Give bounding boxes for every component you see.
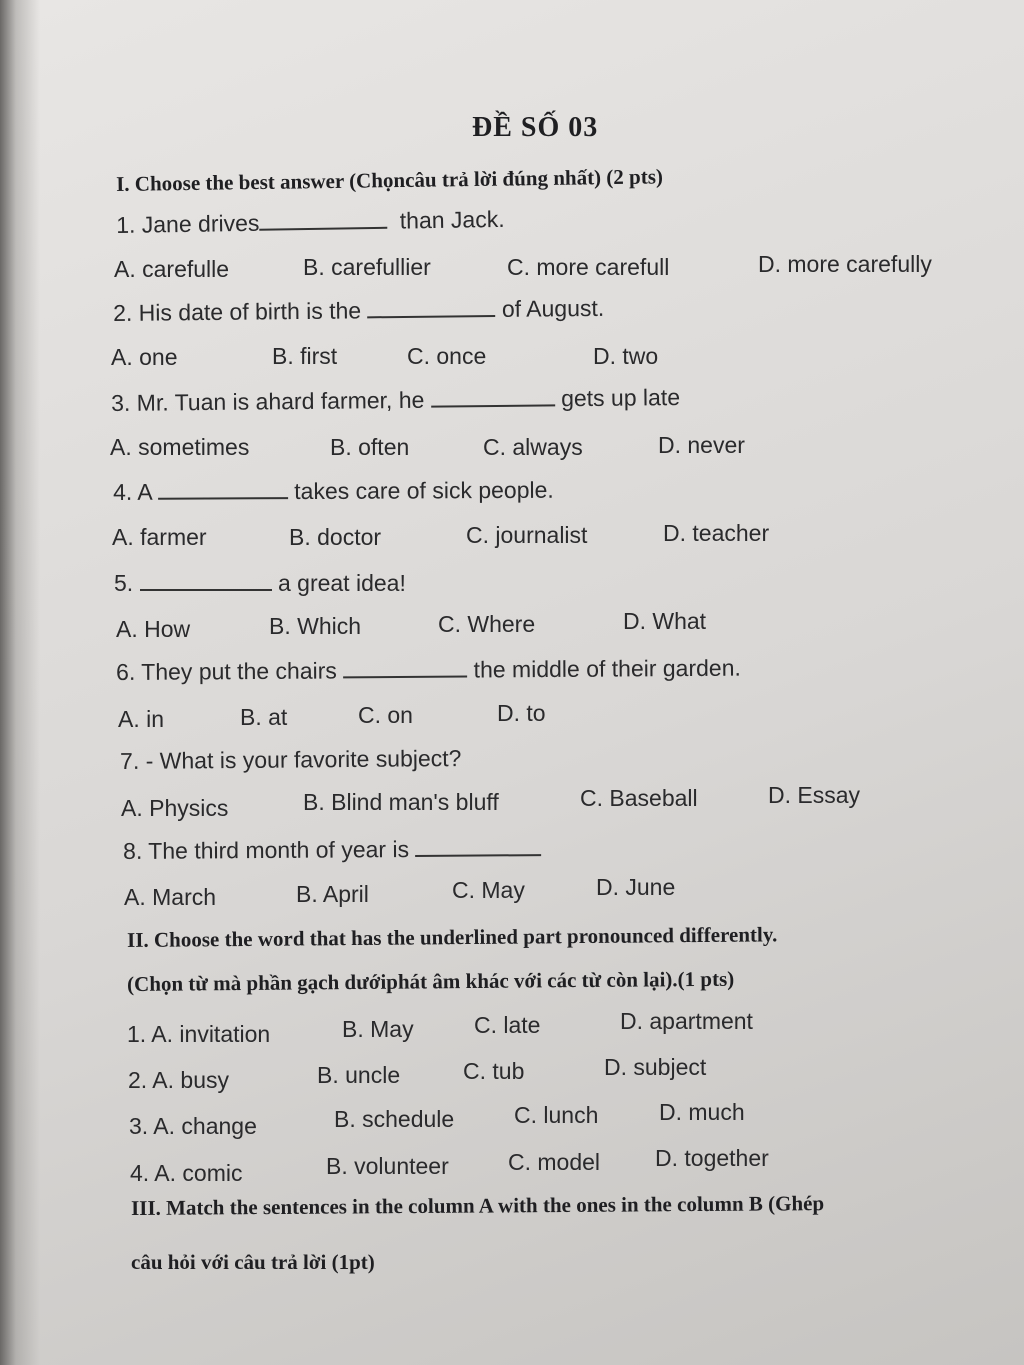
pron-4-c: C. model: [508, 1149, 601, 1175]
exam-title: ĐỀ SỐ 03: [472, 112, 599, 143]
option-b: B. Which: [269, 613, 362, 639]
option-c: C. Where: [438, 611, 536, 637]
option-a: A. Physics: [121, 795, 229, 821]
answer-blank: [140, 585, 272, 591]
option-d: D. What: [623, 608, 707, 634]
pron-4-a: 4. A. comic: [130, 1160, 243, 1186]
question-3-text: 3. Mr. Tuan is ahard farmer, he: [111, 386, 425, 416]
pron-3-b: B. schedule: [334, 1106, 455, 1132]
question-2: [113, 295, 604, 327]
pron-3-c: C. lunch: [514, 1102, 599, 1128]
answer-blank: [343, 672, 467, 679]
option-d: D. Essay: [768, 782, 861, 808]
question-7: 7. - What is your favorite subject?: [120, 745, 462, 774]
question-1-text-end: than Jack.: [399, 205, 505, 234]
option-a: A. March: [124, 884, 217, 910]
pron-1-c: C. late: [474, 1012, 541, 1038]
section3-heading: III. Match the sentences in the column A with the ones in the column B (Ghép: [131, 1191, 825, 1220]
option-b: B. often: [330, 434, 410, 460]
pron-3-d: D. much: [659, 1099, 745, 1125]
question-8: [123, 835, 542, 865]
question-2-text-end: of August.: [501, 294, 605, 322]
question-4: [113, 477, 554, 506]
pron-1-b: B. May: [342, 1016, 414, 1042]
option-d: D. more carefully: [758, 251, 932, 277]
answer-blank: [431, 400, 555, 407]
option-c: C. once: [407, 343, 487, 369]
question-5-text-end: a great idea!: [277, 570, 406, 596]
option-d: D. two: [593, 343, 659, 369]
section3-subheading: câu hỏi với câu trả lời (1pt): [131, 1250, 375, 1274]
pron-2-b: B. uncle: [317, 1062, 401, 1088]
section2-heading: II. Choose the word that has the underlined part pronounced differently.: [127, 922, 778, 952]
pron-4-d: D. together: [655, 1145, 769, 1171]
question-1-text: 1. Jane drives: [116, 209, 260, 238]
option-a: A. sometimes: [110, 434, 250, 460]
option-d: D. June: [596, 874, 676, 900]
question-3-text-end: gets up late: [560, 384, 681, 412]
question-6-text-end: the middle of their garden.: [473, 654, 741, 683]
page-edge-shadow: [0, 0, 40, 1365]
option-d: D. to: [497, 700, 546, 726]
pron-4-b: B. volunteer: [326, 1153, 449, 1179]
answer-blank: [415, 850, 541, 857]
pron-2-c: C. tub: [463, 1058, 525, 1084]
pron-1-d: D. apartment: [620, 1008, 753, 1034]
option-b: B. doctor: [289, 524, 382, 550]
option-a: A. one: [111, 344, 178, 370]
option-b: B. at: [240, 704, 288, 730]
option-a: A. carefulle: [114, 256, 230, 282]
option-c: C. on: [358, 702, 413, 728]
section1-heading: I. Choose the best answer (Chọncâu trả lời đúng nhất) (2 pts): [116, 164, 664, 196]
answer-blank: [259, 223, 387, 231]
question-1: [116, 206, 505, 239]
option-c: C. always: [483, 434, 583, 460]
option-a: A. in: [118, 706, 165, 732]
option-d: D. teacher: [663, 520, 770, 546]
option-c: C. more carefull: [507, 254, 670, 280]
option-c: C. Baseball: [580, 785, 698, 811]
pron-2-d: D. subject: [604, 1054, 707, 1080]
question-2-text: 2. His date of birth is the: [113, 297, 362, 326]
option-c: C. May: [452, 877, 525, 903]
pron-2-a: 2. A. busy: [128, 1067, 230, 1093]
answer-blank: [368, 311, 496, 318]
option-a: A. farmer: [112, 524, 207, 550]
option-a: A. How: [116, 616, 191, 642]
option-c: C. journalist: [466, 522, 588, 548]
pron-3-a: 3. A. change: [129, 1113, 257, 1139]
option-b: B. carefullier: [303, 254, 431, 280]
option-d: D. never: [658, 432, 745, 458]
question-6: [116, 655, 741, 686]
question-5-text: 5.: [114, 570, 134, 596]
pron-1-a: 1. A. invitation: [127, 1021, 271, 1047]
section2-subheading: (Chọn từ mà phần gạch dướiphát âm khác với các từ còn lại).(1 pts): [127, 966, 735, 996]
question-5: [114, 570, 406, 597]
question-8-text: 8. The third month of year is: [123, 836, 410, 864]
option-b: B. first: [272, 343, 338, 369]
option-b: B. Blind man's bluff: [303, 789, 499, 815]
question-3: [111, 384, 680, 417]
answer-blank: [158, 493, 288, 500]
option-b: B. April: [296, 881, 369, 907]
question-6-text: 6. They put the chairs: [116, 657, 337, 685]
question-4-text-end: takes care of sick people.: [294, 476, 554, 505]
question-4-text: 4. A: [113, 478, 152, 505]
